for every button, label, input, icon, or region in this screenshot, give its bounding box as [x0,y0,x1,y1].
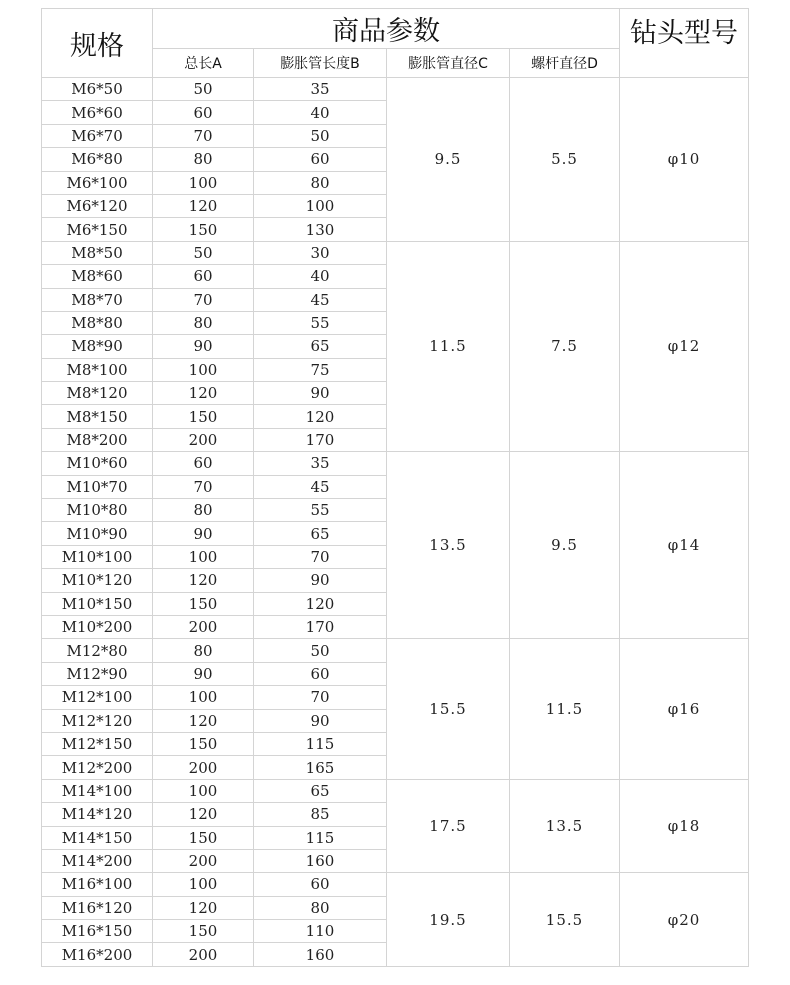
length-b-cell: 30 [254,241,387,264]
length-a-cell: 90 [153,522,254,545]
table-row [42,78,749,101]
spec-cell: M8*60 [42,265,153,288]
spec-cell: M6*120 [42,194,153,217]
length-a-cell: 200 [153,943,254,966]
drill-size-cell: φ16 [620,639,749,779]
spec-cell: M6*50 [42,78,153,101]
spec-cell: M8*80 [42,311,153,334]
length-b-cell: 170 [254,428,387,451]
params-header: 商品参数 [153,9,620,49]
length-a-cell: 120 [153,896,254,919]
col-d-header: 螺杆直径D [510,49,620,78]
screw-diameter-cell: 7.5 [510,241,620,452]
length-b-cell: 70 [254,545,387,568]
length-a-cell: 100 [153,171,254,194]
length-b-cell: 65 [254,335,387,358]
spec-cell: M12*80 [42,639,153,662]
length-a-cell: 120 [153,569,254,592]
spec-cell: M6*70 [42,124,153,147]
spec-cell: M10*200 [42,615,153,638]
spec-cell: M10*120 [42,569,153,592]
length-b-cell: 50 [254,124,387,147]
length-b-cell: 35 [254,78,387,101]
spec-cell: M8*70 [42,288,153,311]
spec-cell: M8*120 [42,382,153,405]
length-b-cell: 115 [254,732,387,755]
length-b-cell: 75 [254,358,387,381]
spec-cell: M12*100 [42,686,153,709]
screw-diameter-cell: 9.5 [510,452,620,639]
drill-size-cell: φ18 [620,779,749,873]
length-b-cell: 50 [254,639,387,662]
length-a-cell: 150 [153,920,254,943]
spec-cell: M16*150 [42,920,153,943]
spec-cell: M10*80 [42,499,153,522]
spec-cell: M10*100 [42,545,153,568]
length-a-cell: 80 [153,639,254,662]
length-a-cell: 150 [153,405,254,428]
length-a-cell: 100 [153,873,254,896]
tube-diameter-cell: 11.5 [387,241,510,452]
drill-size-cell: φ10 [620,78,749,242]
length-a-cell: 50 [153,78,254,101]
length-b-cell: 85 [254,803,387,826]
length-a-cell: 60 [153,452,254,475]
tube-diameter-cell: 17.5 [387,779,510,873]
length-b-cell: 160 [254,943,387,966]
spec-table [41,8,749,967]
screw-diameter-cell: 13.5 [510,779,620,873]
length-a-cell: 90 [153,662,254,685]
length-a-cell: 200 [153,428,254,451]
length-b-cell: 65 [254,522,387,545]
drill-size-cell: φ20 [620,873,749,967]
length-a-cell: 100 [153,358,254,381]
length-a-cell: 200 [153,849,254,872]
spec-cell: M10*60 [42,452,153,475]
length-a-cell: 80 [153,148,254,171]
header-row-top [42,9,749,49]
tube-diameter-cell: 19.5 [387,873,510,967]
length-a-cell: 120 [153,803,254,826]
spec-cell: M14*100 [42,779,153,802]
length-b-cell: 55 [254,311,387,334]
length-a-cell: 200 [153,756,254,779]
length-b-cell: 45 [254,475,387,498]
length-b-cell: 170 [254,615,387,638]
spec-cell: M6*60 [42,101,153,124]
length-b-cell: 35 [254,452,387,475]
length-a-cell: 100 [153,686,254,709]
length-a-cell: 150 [153,826,254,849]
length-b-cell: 115 [254,826,387,849]
length-a-cell: 80 [153,499,254,522]
length-b-cell: 65 [254,779,387,802]
screw-diameter-cell: 15.5 [510,873,620,967]
length-b-cell: 110 [254,920,387,943]
length-b-cell: 55 [254,499,387,522]
spec-cell: M10*90 [42,522,153,545]
tube-diameter-cell: 13.5 [387,452,510,639]
spec-cell: M8*50 [42,241,153,264]
tube-diameter-cell: 15.5 [387,639,510,779]
spec-cell: M16*120 [42,896,153,919]
table-row [42,639,749,662]
length-a-cell: 150 [153,218,254,241]
length-b-cell: 90 [254,709,387,732]
spec-cell: M8*100 [42,358,153,381]
spec-cell: M8*90 [42,335,153,358]
length-b-cell: 60 [254,148,387,171]
length-b-cell: 120 [254,405,387,428]
length-a-cell: 100 [153,545,254,568]
length-b-cell: 60 [254,662,387,685]
length-a-cell: 70 [153,288,254,311]
length-b-cell: 80 [254,896,387,919]
length-b-cell: 45 [254,288,387,311]
length-a-cell: 100 [153,779,254,802]
length-a-cell: 150 [153,592,254,615]
length-a-cell: 70 [153,124,254,147]
drill-header: 钻头型号 [620,9,749,78]
drill-size-cell: φ12 [620,241,749,452]
spec-cell: M8*150 [42,405,153,428]
spec-header: 规格 [42,9,153,78]
length-b-cell: 90 [254,569,387,592]
spec-cell: M16*200 [42,943,153,966]
col-b-header: 膨胀管长度B [254,49,387,78]
spec-cell: M6*80 [42,148,153,171]
spec-cell: M16*100 [42,873,153,896]
length-a-cell: 60 [153,265,254,288]
table-row [42,452,749,475]
spec-cell: M14*200 [42,849,153,872]
length-b-cell: 40 [254,101,387,124]
length-b-cell: 165 [254,756,387,779]
spec-cell: M8*200 [42,428,153,451]
length-a-cell: 200 [153,615,254,638]
length-a-cell: 90 [153,335,254,358]
screw-diameter-cell: 5.5 [510,78,620,242]
spec-cell: M12*200 [42,756,153,779]
spec-cell: M10*70 [42,475,153,498]
spec-cell: M12*150 [42,732,153,755]
length-b-cell: 130 [254,218,387,241]
length-b-cell: 40 [254,265,387,288]
drill-size-cell: φ14 [620,452,749,639]
screw-diameter-cell: 11.5 [510,639,620,779]
length-b-cell: 90 [254,382,387,405]
length-a-cell: 70 [153,475,254,498]
length-b-cell: 120 [254,592,387,615]
spec-cell: M14*120 [42,803,153,826]
table-row [42,779,749,802]
length-b-cell: 160 [254,849,387,872]
spec-cell: M12*120 [42,709,153,732]
length-b-cell: 70 [254,686,387,709]
length-b-cell: 80 [254,171,387,194]
spec-cell: M6*100 [42,171,153,194]
length-a-cell: 60 [153,101,254,124]
col-a-header: 总长A [153,49,254,78]
length-b-cell: 60 [254,873,387,896]
spec-cell: M12*90 [42,662,153,685]
length-a-cell: 120 [153,194,254,217]
table-body [42,78,749,967]
tube-diameter-cell: 9.5 [387,78,510,242]
length-a-cell: 120 [153,709,254,732]
length-b-cell: 100 [254,194,387,217]
length-a-cell: 80 [153,311,254,334]
table-row [42,873,749,896]
length-a-cell: 50 [153,241,254,264]
table-row [42,241,749,264]
spec-cell: M6*150 [42,218,153,241]
length-a-cell: 120 [153,382,254,405]
length-a-cell: 150 [153,732,254,755]
col-c-header: 膨胀管直径C [387,49,510,78]
spec-cell: M14*150 [42,826,153,849]
spec-cell: M10*150 [42,592,153,615]
